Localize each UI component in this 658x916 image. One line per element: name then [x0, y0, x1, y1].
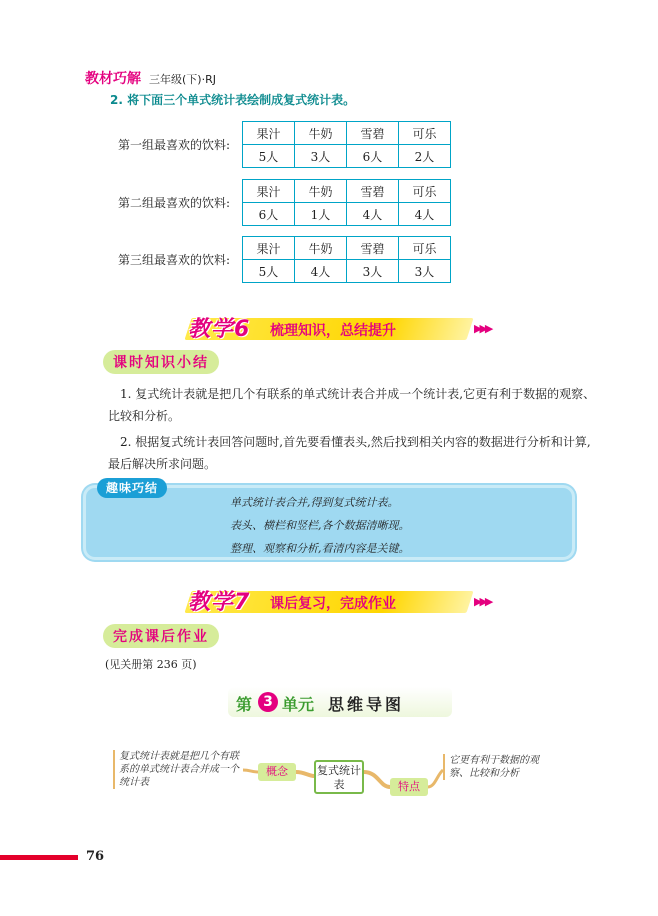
mind-map-left-note: 复式统计表就是把几个有联系的单式统计表合并成一个统计表 — [113, 750, 243, 789]
table-header-cell: 牛奶 — [295, 122, 347, 145]
table-value-cell: 4人 — [399, 203, 451, 226]
stat-table-label: 第二组最喜欢的饮料: — [118, 196, 231, 210]
mind-map-center-node: 复式统计表 — [314, 760, 364, 794]
summary-paragraph-2: 2. 根据复式统计表回答问题时,首先要看懂表头,然后找到相关内容的数据进行分析和计算,最后解决所求问题。 — [108, 435, 591, 471]
banner-title: 课后复习，完成作业 — [270, 596, 396, 612]
arrows-icon: ▶▶▶ — [474, 595, 491, 608]
banner-lesson-number: 教学7 — [188, 590, 251, 615]
table-value-cell: 3人 — [295, 145, 347, 168]
table-value-cell: 3人 — [399, 260, 451, 283]
mind-map-concept-node: 概念 — [258, 763, 296, 781]
fun-line-1: 单式统计表合并,得到复式统计表。 — [230, 496, 399, 509]
table-header-cell: 果汁 — [243, 180, 295, 203]
banner-title: 梳理知识，总结提升 — [270, 323, 396, 339]
table-header-cell: 雪碧 — [347, 180, 399, 203]
table-header-cell: 果汁 — [243, 122, 295, 145]
exercise-title: 2. 将下面三个单式统计表绘制成复式统计表。 — [110, 93, 356, 107]
fun-summary-tag: 趣味巧结 — [97, 478, 167, 498]
table-header-cell: 雪碧 — [347, 122, 399, 145]
summary-paragraph-1: 1. 复式统计表就是把几个有联系的单式统计表合并成一个统计表,它更有利于数据的观察、比较和分析。 — [108, 387, 596, 423]
banner-lesson-number: 教学6 — [188, 317, 251, 342]
table-value-cell: 6人 — [347, 145, 399, 168]
table-value-cell: 4人 — [295, 260, 347, 283]
table-header-cell: 雪碧 — [347, 237, 399, 260]
table-value-cell: 1人 — [295, 203, 347, 226]
table-value-cell: 5人 — [243, 260, 295, 283]
summary-heading: 课时知识小结 — [103, 350, 219, 374]
book-brand: 教材巧解 — [85, 71, 141, 87]
table-value-cell: 3人 — [347, 260, 399, 283]
arrows-icon: ▶▶▶ — [474, 322, 491, 335]
table-value-cell: 5人 — [243, 145, 295, 168]
table-value-cell: 2人 — [399, 145, 451, 168]
footer-bar — [0, 855, 78, 860]
table-header-cell: 可乐 — [399, 122, 451, 145]
title-prefix: 第 — [236, 695, 253, 714]
stat-table-label: 第一组最喜欢的饮料: — [118, 138, 231, 152]
homework-reference: (见关册第 236 页) — [105, 658, 197, 671]
title-unit: 单元 — [282, 695, 315, 714]
table-header-cell: 牛奶 — [295, 180, 347, 203]
homework-heading: 完成课后作业 — [103, 624, 219, 648]
table-value-cell: 6人 — [243, 203, 295, 226]
table-value-cell: 4人 — [347, 203, 399, 226]
table-header-cell: 牛奶 — [295, 237, 347, 260]
title-rest: 思维导图 — [328, 695, 405, 714]
page-number: 76 — [86, 849, 105, 864]
mind-map-feature-node: 特点 — [390, 778, 428, 796]
unit-number-badge: 3 — [258, 692, 278, 712]
mind-map-right-note: 它更有利于数据的观察、比较和分析 — [443, 754, 539, 780]
grade-label: 三年级(下)·RJ — [149, 73, 216, 86]
fun-line-3: 整理、观察和分析,看清内容是关键。 — [230, 542, 410, 555]
table-header-cell: 果汁 — [243, 237, 295, 260]
table-header-cell: 可乐 — [399, 180, 451, 203]
table-header-cell: 可乐 — [399, 237, 451, 260]
fun-line-2: 表头、横栏和竖栏,各个数据清晰现。 — [230, 519, 410, 532]
stat-table-label: 第三组最喜欢的饮料: — [118, 253, 231, 267]
